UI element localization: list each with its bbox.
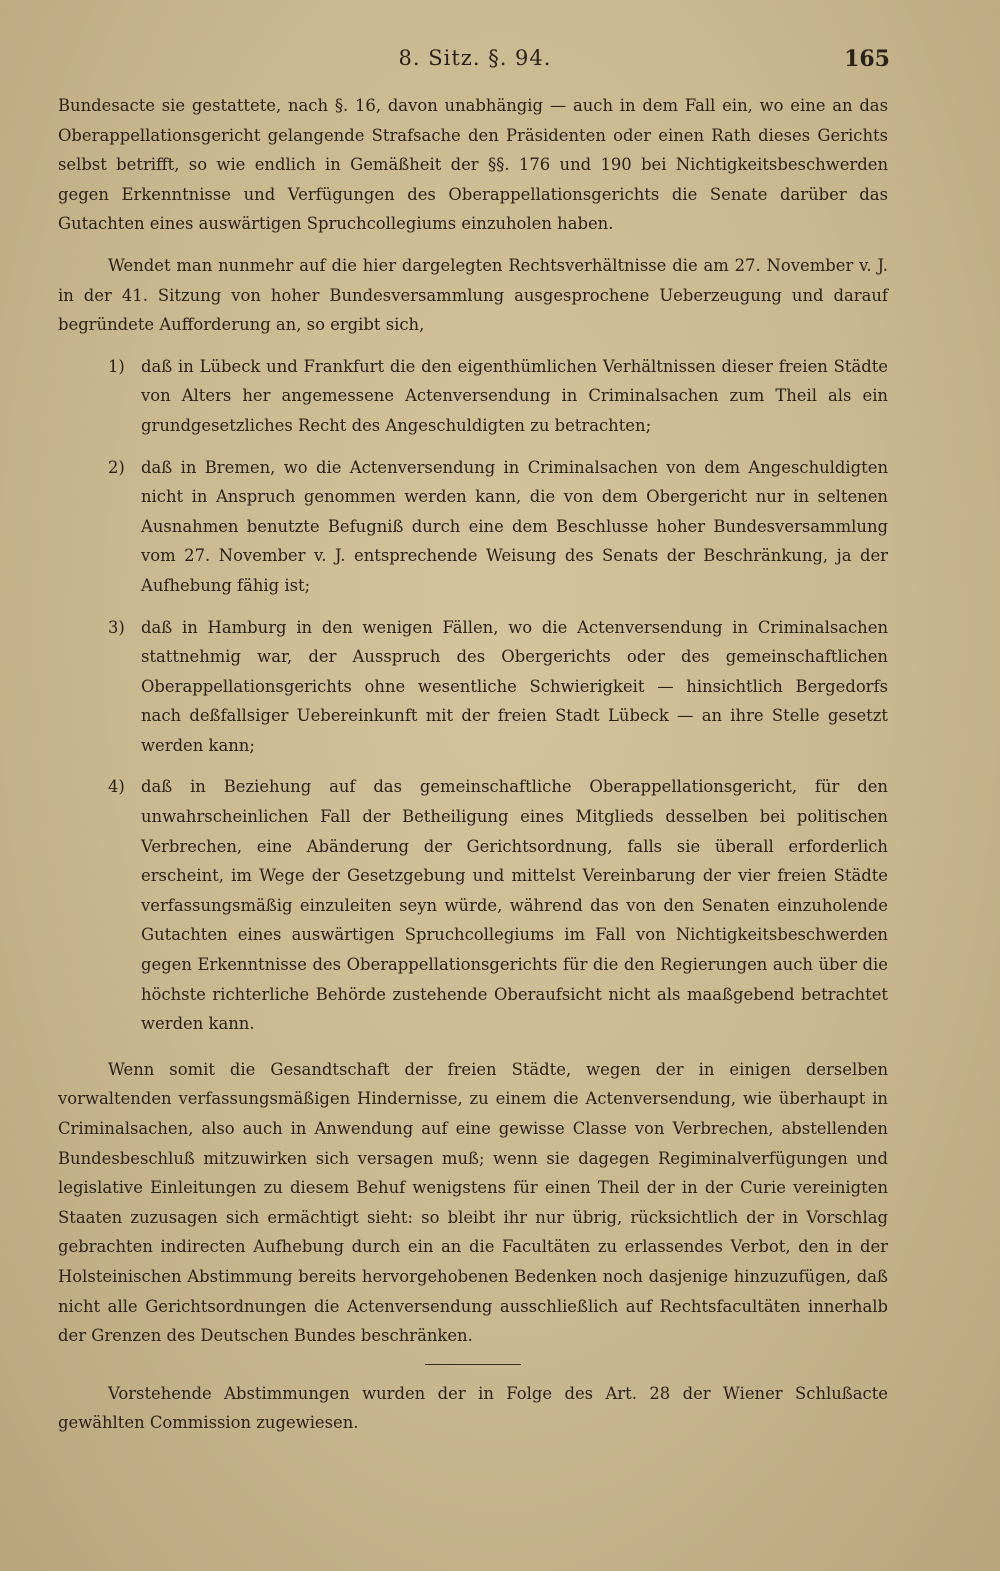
list-item-1 [58, 352, 888, 441]
paragraph-conclusion: Wenn somit die Gesandtschaft der freien Städte, wegen der in einigen derselben vorwaltenden verfassungsmäßigen Hindernisse, zu einem die Actenversendung, wie überhaupt in Criminalsachen, also auch in Anwendung auf eine gewisse Classe von Verbrechen, abstellenden Bundesbeschluß mitzuwirken sich versagen muß; wenn sie dagegen Regiminalverfügungen und legislative Einleitungen zu diesem Behuf wenigstens für einen Theil der in der Curie vereinigten Staaten zuzusagen sich ermächtigt sieht: so bleibt ihr nur übrig, rücksichtlich der in Vorschlag gebrachten indirecten Aufhebung durch ein an die Facultäten zu erlassendes Verbot, den in der Holsteinischen Abstimmung bereits hervorgehobenen Bedenken noch dasjenige hinzuzufügen, daß nicht alle Gerichtsordnungen die Actenversendung ausschließlich auf Rechtsfacultäten innerhalb der Grenzen des Deutschen Bundes beschränken. [58, 1059, 888, 1346]
list-text: daß in Bremen, wo die Actenversendung in Criminalsachen von dem Angeschuldigten nicht in Anspruch genommen werden kann, die von dem Obergericht nur in seltenen Ausnahmen benutzte Befugniß durch eine dem Beschlusse hoher Bundesversammlung vom 27. November v. J. entsprechende Weisung des Senats der Beschränkung, ja der Aufhebung fähig ist; [141, 457, 888, 595]
list-text: daß in Hamburg in den wenigen Fällen, wo die Actenversendung in Criminalsachen stattnehmig war, der Ausspruch des Obergerichts oder des gemeinschaftlichen Oberappellationsgerichts ohne wesentliche Schwierigkeit — hinsichtlich Bergedorfs nach deßfallsiger Uebereinkunft mit der freien Stadt Lübeck — an ihre Stelle gesetzt werden kann; [141, 617, 888, 755]
section-divider [425, 1364, 521, 1365]
list-number: 3) [108, 617, 125, 637]
list-text: daß in Lübeck und Frankfurt die den eigenthümlichen Verhältnissen dieser freien Städte von Alters her angemessene Actenversendung in Criminalsachen zum Theil als ein grundgesetzliches Recht des Angeschuldigten zu betrachten; [141, 356, 888, 435]
list-number: 1) [108, 356, 125, 376]
list-item-3 [58, 613, 888, 761]
paragraph-intro: Wendet man nunmehr auf die hier dargelegten Rechtsverhältnisse die am 27. November v. J. in der 41. Sitzung von hoher Bundesversammlung ausgesprochene Ueberzeugung und darauf begründete Aufforderung an, so ergibt sich, [58, 255, 888, 335]
list-text: daß in Beziehung auf das gemeinschaftliche Oberappellationsgericht, für den unwahrscheinlichen Fall der Betheiligung eines Mitglieds desselben bei politischen Verbrechen, eine Abänderung der Gerichtsordnung, falls sie überall erforderlich erscheint, im Wege der Gesetzgebung und mittelst Vereinbarung der vier freien Städte verfassungsmäßig einzuleiten seyn würde, während das von den Senaten einzuholende Gutachten eines auswärtigen Spruchcollegiums im Fall von Nichtigkeitsbeschwerden gegen Erkenntnisse des Oberappellationsgerichts für die den Regierungen auch über die höchste richterliche Behörde zustehende Oberaufsicht nicht als maaßgebend betrachtet werden kann. [141, 777, 888, 1034]
paragraph-continuation: Bundesacte sie gestattete, nach §. 16, davon unabhängig — auch in dem Fall ein, wo eine an das Oberappellationsgericht gelangende Strafsache den Präsidenten oder einen Rath dieses Gerichts selbst betrifft, so wie endlich in Gemäßheit der §§. 176 und 190 bei Nichtigkeitsbeschwerden gegen Erkenntnisse und Verfügungen des Oberappellationsgerichts die Senate darüber das Gutachten eines auswärtigen Spruchcollegiums einzuholen haben. [58, 96, 888, 234]
running-title: 8. Sitz. §. 94. [398, 46, 552, 70]
paragraph-closing: Vorstehende Abstimmungen wurden der in Folge des Art. 28 der Wiener Schlußacte gewählten Commission zugewiesen. [58, 1383, 888, 1433]
list-number: 2) [108, 457, 125, 477]
body-text [58, 91, 888, 1438]
running-head [60, 46, 890, 86]
list-number: 4) [108, 777, 125, 797]
list-item-4 [58, 772, 888, 1038]
list-item-2 [58, 453, 888, 601]
page-number: 165 [844, 46, 890, 72]
